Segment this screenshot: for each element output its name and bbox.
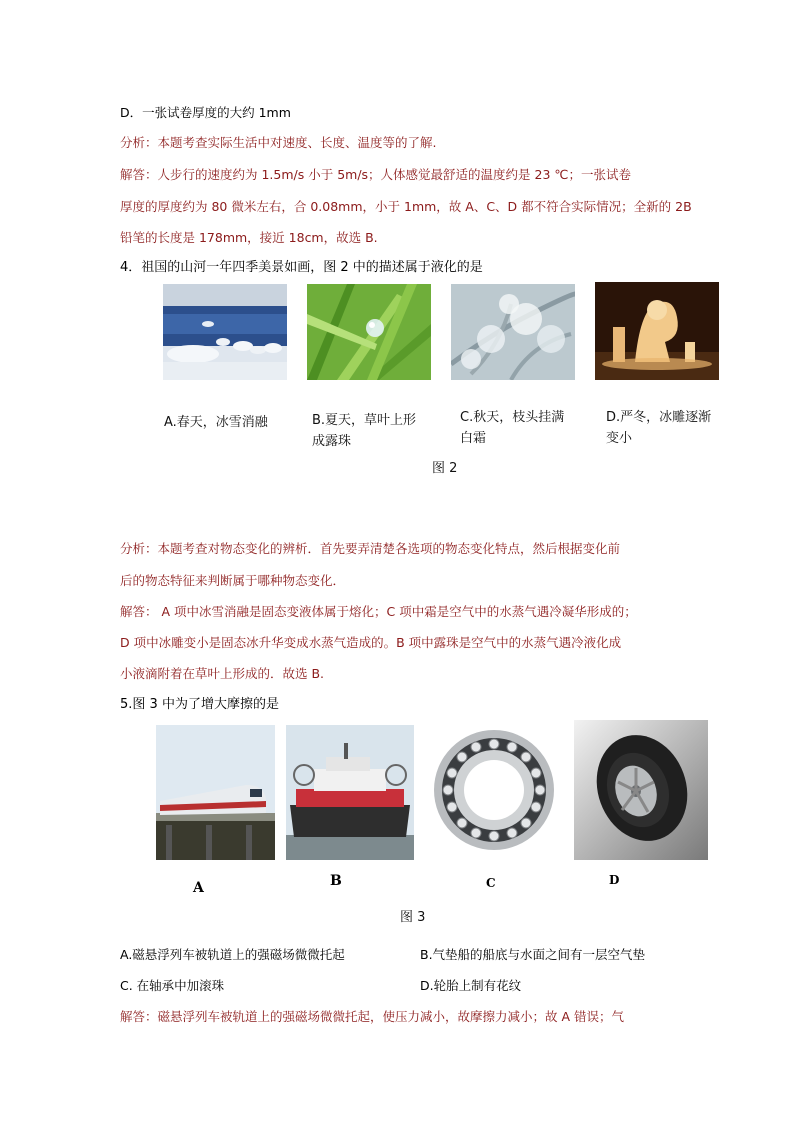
q4-answer-line3: 小液滴附着在草叶上形成的．故选 B. — [120, 666, 325, 681]
q5-option-b: B.气垫船的船底与水面之间有一层空气垫 — [420, 947, 646, 962]
q3-answer-line3: 铅笔的长度是 178mm，接近 18cm，故选 B. — [120, 230, 378, 245]
q3-option-d: D．一张试卷厚度的大约 1mm — [120, 105, 291, 120]
spring-snow-melting-image — [163, 284, 287, 380]
figure-3-letter-d: D — [609, 873, 620, 887]
figure-2-label: 图 2 — [432, 461, 458, 476]
q5-stem: 5.图 3 中为了增大摩擦的是 — [120, 697, 279, 712]
q5-answer-line1: 解答：磁悬浮列车被轨道上的强磁场微微托起，使压力减小，故摩擦力减小；故 A 错误；气 — [120, 1009, 624, 1024]
q5-option-c: C. 在轴承中加滚珠 — [120, 978, 225, 993]
q4-caption-a: A.春天，冰雪消融 — [164, 415, 268, 430]
figure-3-label: 图 3 — [400, 910, 426, 925]
summer-dew-grass-image — [307, 284, 431, 380]
q5-option-d: D.轮胎上制有花纹 — [420, 978, 522, 993]
q3-analysis: 分析：本题考查实际生活中对速度、长度、温度等的了解. — [120, 135, 437, 150]
hovercraft-image — [286, 725, 414, 860]
q4-answer-line1: 解答： A 项中冰雪消融是固态变液体属于熔化；C 项中霜是空气中的水蒸气遇冷凝华形成的； — [120, 604, 637, 619]
q3-answer-line1: 解答：人步行的速度约为 1.5m/s 小于 5m/s；人体感觉最舒适的温度约是 23 ℃；一张试卷 — [120, 167, 631, 182]
tire-tread-image — [574, 720, 708, 860]
maglev-train-image — [156, 725, 275, 860]
q4-caption-c-line2: 白霜 — [460, 431, 487, 446]
q4-caption-c-line1: C.秋天，枝头挂满 — [460, 410, 565, 425]
q4-caption-d-line1: D.严冬，冰雕逐渐 — [606, 410, 712, 425]
winter-ice-sculpture-image — [595, 282, 719, 380]
q4-analysis-line1: 分析：本题考查对物态变化的辨析．首先要弄清楚各选项的物态变化特点，然后根据变化前 — [120, 541, 621, 556]
ball-bearing-image — [428, 725, 560, 855]
q4-analysis-line2: 后的物态特征来判断属于哪种物态变化． — [120, 573, 346, 588]
q3-answer-line2: 厚度的厚度约为 80 微米左右，合 0.08mm，小于 1mm，故 A、C、D 都不符合实际情况；全新的 2B — [120, 199, 692, 214]
q4-answer-line2: D 项中冰雕变小是固态冰升华变成水蒸气造成的。B 项中露珠是空气中的水蒸气遇冷液化成 — [120, 635, 622, 650]
figure-3-letter-b: B — [330, 873, 342, 889]
q4-caption-d-line2: 变小 — [606, 431, 633, 446]
q4-stem: 4．祖国的山河一年四季美景如画，图 2 中的描述属于液化的是 — [120, 260, 483, 275]
autumn-frost-branch-image — [451, 284, 575, 380]
figure-3-letter-a: A — [193, 880, 204, 896]
q5-option-a: A.磁悬浮列车被轨道上的强磁场微微托起 — [120, 947, 345, 962]
q4-caption-b-line1: B.夏天，草叶上形 — [312, 413, 417, 428]
figure-3-letter-c: C — [486, 876, 496, 890]
q4-caption-b-line2: 成露珠 — [312, 434, 352, 449]
